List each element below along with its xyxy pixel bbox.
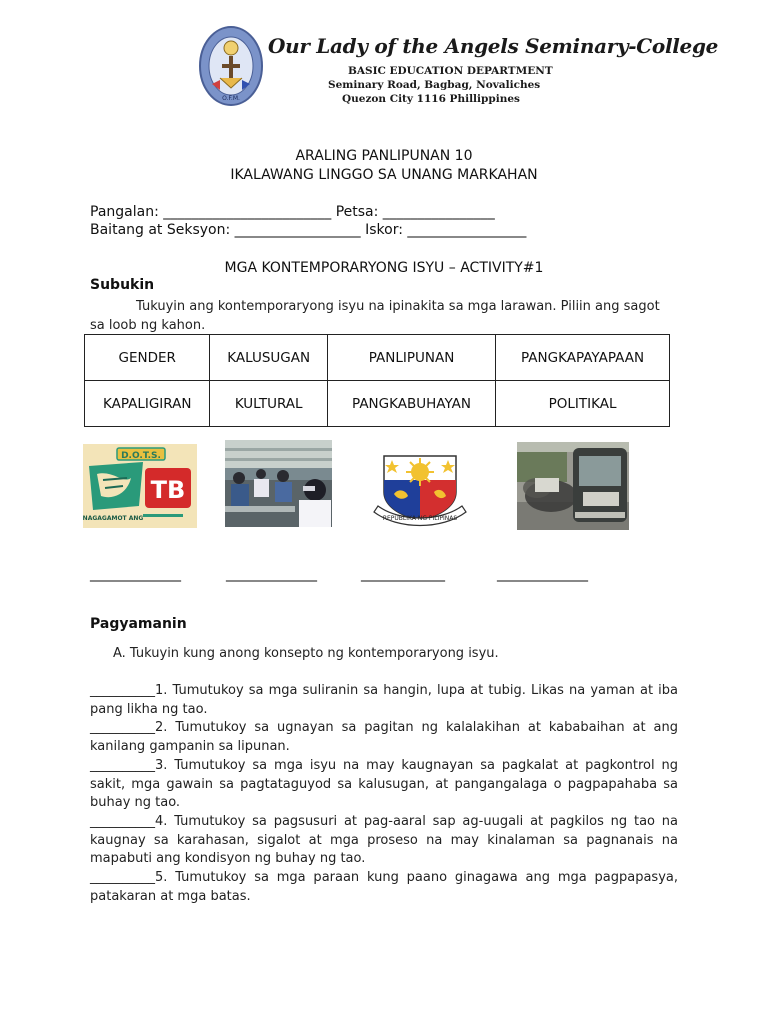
name-blank[interactable]: ________________________ bbox=[163, 204, 332, 220]
question-item: __________3. Tumutukoy sa mga isyu na may kaugnayan sa pagkalat at pagkontrol ng sakit, mga gawain sa pagtataguyod sa kalusugan, at pangangalaga o pagpapahaba sa buhay ng tao. bbox=[90, 757, 678, 811]
choices-row bbox=[85, 381, 670, 427]
choice-cell: PANLIPUNAN bbox=[327, 335, 495, 381]
question-item: __________1. Tumutukoy sa mga suliranin sa hangin, lupa at tubig. Likas na yaman at iba pang likha ng tao. bbox=[90, 683, 678, 717]
subject-title: ARALING PANLIPUNAN 10 bbox=[295, 148, 473, 164]
part-a-instructions: A. Tukuyin kung anong konsepto ng kontemporaryong isyu. bbox=[113, 646, 499, 661]
score-label: Iskor: bbox=[365, 222, 403, 238]
choice-cell: POLITIKAL bbox=[496, 381, 670, 427]
svg-text:D.O.T.S.: D.O.T.S. bbox=[121, 451, 161, 461]
choice-cell: GENDER bbox=[85, 335, 210, 381]
answer-blank[interactable]: _____________ bbox=[497, 566, 588, 582]
school-seal bbox=[198, 24, 264, 108]
answer-blank[interactable]: _____________ bbox=[226, 566, 317, 582]
section-blank[interactable]: __________________ bbox=[234, 222, 361, 238]
date-blank[interactable]: ________________ bbox=[382, 204, 495, 220]
question-list bbox=[90, 682, 678, 906]
choice-cell: KALUSUGAN bbox=[210, 335, 328, 381]
department-name: BASIC EDUCATION DEPARTMENT bbox=[348, 65, 553, 77]
name-date-line bbox=[90, 204, 495, 220]
vehicle-pollution-image bbox=[517, 442, 629, 530]
factory-workers-image bbox=[225, 440, 332, 527]
activity-instructions: Tukuyin ang kontemporaryong isyu na ipinakita sa mga larawan. Piliin ang sagot sa loob ng kahon. bbox=[90, 299, 660, 333]
score-blank[interactable]: _________________ bbox=[407, 222, 527, 238]
question-item: __________2. Tumutukoy sa ugnayan sa pagitan ng kalalakihan at kababaihan at ang kanilang gampanin sa lipunan. bbox=[90, 720, 678, 755]
choice-cell: PANGKAPAYAPAAN bbox=[496, 335, 670, 381]
svg-text:REPUBLIKA NG PILIPINAS: REPUBLIKA NG PILIPINAS bbox=[382, 515, 458, 522]
name-label: Pangalan: bbox=[90, 204, 159, 220]
section-label: Baitang at Seksyon: bbox=[90, 222, 231, 238]
dots-tb-poster-image bbox=[83, 444, 197, 528]
section-score-line bbox=[90, 222, 526, 238]
choice-cell: KULTURAL bbox=[210, 381, 328, 427]
week-title: IKALAWANG LINGGO SA UNANG MARKAHAN bbox=[230, 167, 538, 183]
svg-text:TB: TB bbox=[150, 476, 186, 504]
choice-cell: KAPALIGIRAN bbox=[85, 381, 210, 427]
choices-table bbox=[84, 334, 670, 427]
pagyamanin-heading: Pagyamanin bbox=[90, 616, 187, 632]
activity-title: MGA KONTEMPORARYONG ISYU – ACTIVITY#1 bbox=[224, 260, 544, 276]
address-line-1: Seminary Road, Bagbag, Novaliches bbox=[328, 79, 541, 91]
subukin-heading: Subukin bbox=[90, 277, 155, 293]
choice-cell: PANGKABUHAYAN bbox=[327, 381, 495, 427]
philippine-seal-image bbox=[364, 440, 476, 530]
choices-row bbox=[85, 335, 670, 381]
answer-blank[interactable]: ____________ bbox=[361, 566, 445, 582]
address-line-2: Quezon City 1116 Phillippines bbox=[342, 93, 520, 105]
answer-blank[interactable]: _____________ bbox=[90, 566, 181, 582]
question-item: __________5. Tumutukoy sa mga paraan kung paano ginagawa ang mga pagpapasya, patakaran at mga batas. bbox=[90, 870, 678, 904]
date-label: Petsa: bbox=[335, 204, 379, 220]
svg-text:O.F.M.: O.F.M. bbox=[222, 95, 240, 102]
question-item: __________4. Tumutukoy sa pagsusuri at pag-aaral sap ag-uugali at pagkilos ng tao na kaugnay sa karahasan, sigalot at mga proseso na may kinalaman sa pagnanais na mapabuti ang kondisyon ng buhay ng tao. bbox=[90, 813, 678, 867]
svg-text:NAGAGAMOT ANG: NAGAGAMOT ANG bbox=[83, 515, 144, 522]
school-name: Our Lady of the Angels Seminary-College bbox=[268, 34, 719, 58]
